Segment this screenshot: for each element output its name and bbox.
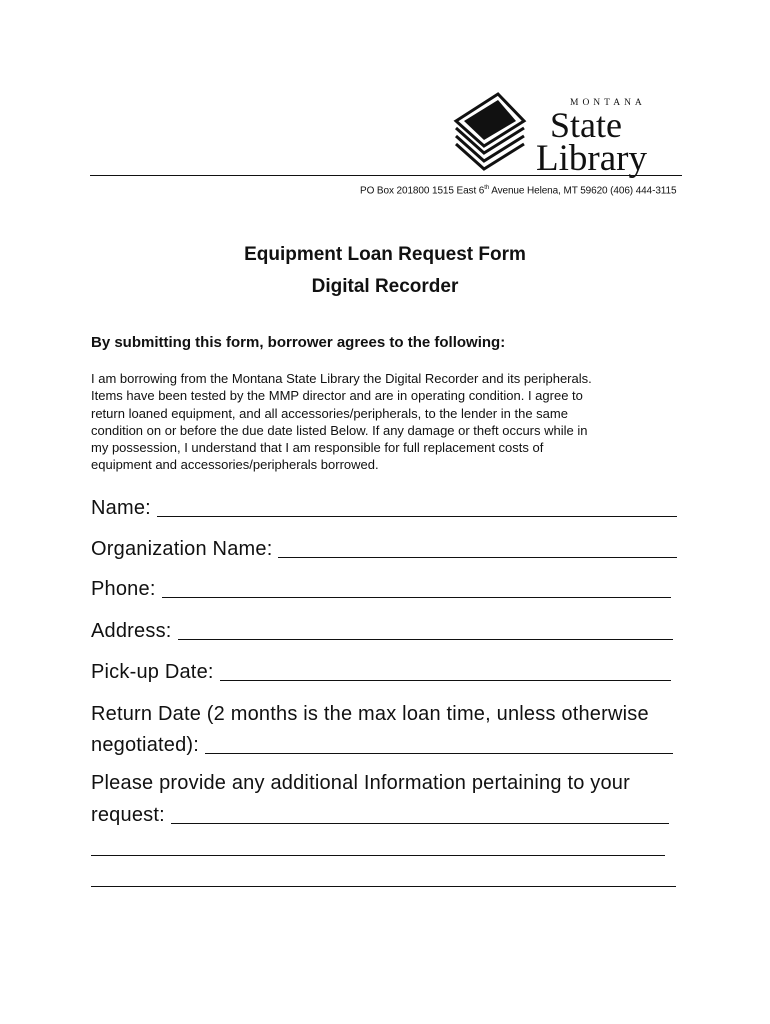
books-icon [456,94,524,169]
organization-label: Organization Name: [91,538,273,560]
return-date-label: negotiated): [91,734,200,756]
terms-line: Items have been tested by the MMP director and are in operating condition. I agree to [91,388,583,404]
agreement-heading: By submitting this form, borrower agrees to the following: [91,334,506,351]
additional-info-blank-line[interactable] [171,823,669,824]
name-field[interactable] [91,496,677,520]
phone-blank-line[interactable] [162,597,671,598]
logo-text-state: State [550,105,622,145]
return-date-label-line1: Return Date (2 months is the max loan time, unless otherwise [91,703,649,725]
organization-field[interactable] [91,537,677,561]
name-label: Name: [91,497,151,519]
terms-line: condition on or before the due date listed Below. If any damage or theft occurs while in [91,422,588,438]
return-date-field[interactable] [91,733,673,757]
logo-text-montana: MONTANA [570,98,646,108]
additional-info-blank-line-2[interactable] [91,855,665,856]
terms-line: return loaned equipment, and all accessories/peripherals, to the lender in the same [91,405,568,421]
terms-line: my possession, I understand that I am responsible for full replacement costs of [91,440,544,456]
name-blank-line[interactable] [157,516,677,517]
terms-line: I am borrowing from the Montana State Library the Digital Recorder and its peripherals. [91,371,592,386]
form-title: Equipment Loan Request Form [244,244,526,265]
agreement-terms [91,370,691,474]
form-subtitle: Digital Recorder [311,276,459,297]
phone-label: Phone: [91,578,156,600]
logo-text-library: Library [536,138,647,179]
phone-field[interactable] [91,577,671,601]
organization-blank-line[interactable] [278,557,677,558]
library-address: PO Box 201800 1515 East 6th Avenue Helena, MT 59620 (406) 444-3115 [360,185,677,197]
additional-info-blank-line-3[interactable] [91,886,676,887]
pickup-date-label: Pick-up Date: [91,661,214,683]
pickup-date-blank-line[interactable] [220,680,671,681]
address-field[interactable] [91,619,673,643]
header-rule [90,175,682,176]
additional-info-field[interactable] [91,803,669,827]
terms-line: equipment and accessories/peripherals borrowed. [91,457,379,473]
pickup-date-field[interactable] [91,660,671,684]
address-blank-line[interactable] [178,639,673,640]
additional-info-label: request: [91,804,165,826]
return-date-blank-line[interactable] [205,753,673,754]
montana-state-library-logo [450,88,686,180]
additional-info-label-line1: Please provide any additional Information pertaining to your [91,772,630,794]
address-label: Address: [91,620,172,642]
